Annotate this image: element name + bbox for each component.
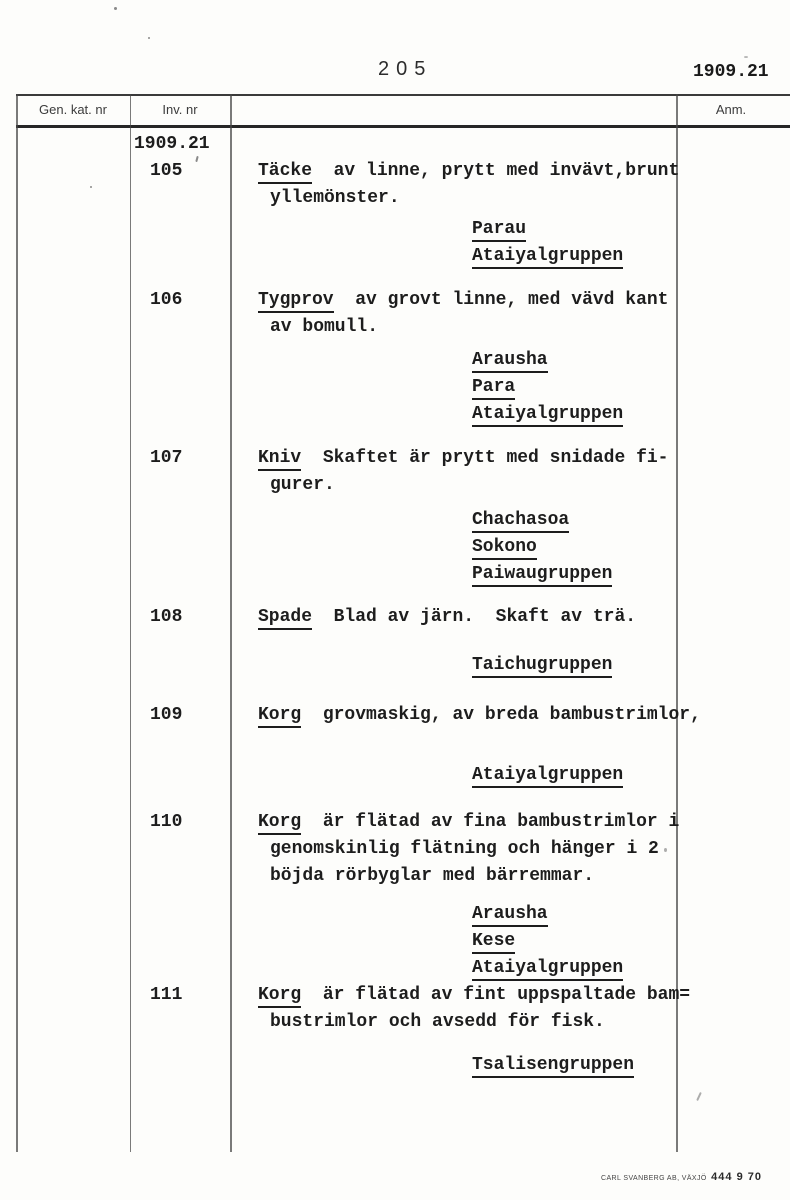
description-text: Blad av järn. Skaft av trä. bbox=[312, 607, 637, 627]
inventory-number: 106 bbox=[150, 290, 183, 310]
description-text: är flätad av fint uppspaltade bam= bbox=[301, 985, 691, 1005]
group-name: Arausha bbox=[472, 350, 548, 373]
catchword: Korg bbox=[258, 812, 301, 835]
group-attributions bbox=[258, 507, 718, 588]
scan-speck bbox=[744, 56, 748, 58]
group-name: Para bbox=[472, 377, 515, 400]
description-text: av bomull. bbox=[270, 317, 379, 337]
entry-description bbox=[258, 158, 718, 270]
catchword: Täcke bbox=[258, 161, 312, 184]
description-text: grovmaskig, av breda bambustrimlor, bbox=[301, 705, 701, 725]
printer-credit bbox=[601, 1167, 762, 1185]
catchword: Korg bbox=[258, 705, 301, 728]
group-name: Arausha bbox=[472, 904, 548, 927]
catchword: Kniv bbox=[258, 448, 301, 471]
entry-description bbox=[258, 445, 718, 588]
group-name: Paiwaugruppen bbox=[472, 564, 612, 587]
table-top-border bbox=[16, 94, 790, 96]
description-text: genomskinlig flätning och hänger i 2 bbox=[270, 839, 659, 859]
column-divider-inv-nr bbox=[230, 94, 232, 1152]
group-attributions bbox=[258, 652, 718, 679]
group-name: Kese bbox=[472, 931, 515, 954]
group-name: Ataiyalgruppen bbox=[472, 765, 623, 788]
scan-speck bbox=[664, 848, 667, 852]
description-text: yllemönster. bbox=[270, 188, 400, 208]
group-attributions bbox=[258, 216, 718, 270]
description-text: av linne, prytt med invävt,brunt bbox=[312, 161, 680, 181]
catchword: Tygprov bbox=[258, 290, 334, 313]
group-attributions bbox=[258, 901, 718, 982]
description-text: av grovt linne, med vävd kant bbox=[333, 290, 669, 310]
column-header-anm: Anm. bbox=[715, 102, 747, 117]
table-left-border bbox=[16, 94, 18, 1152]
column-header-gen-kat-nr: Gen. kat. nr bbox=[39, 102, 107, 117]
column-divider-gen-kat bbox=[130, 94, 131, 1152]
printer-code: 444 9 70 bbox=[711, 1171, 762, 1183]
description-text: gurer. bbox=[270, 475, 335, 495]
group-attributions bbox=[258, 762, 718, 789]
entry-description bbox=[258, 982, 718, 1079]
entry-description bbox=[258, 702, 718, 789]
group-attributions bbox=[258, 347, 718, 428]
inventory-number: 105 bbox=[150, 161, 183, 181]
printer-name: CARL SVANBERG AB, VÄXJÖ bbox=[601, 1175, 707, 1182]
entry-description bbox=[258, 287, 718, 428]
description-text: böjda rörbyglar med bärremmar. bbox=[270, 866, 595, 886]
scan-speck bbox=[696, 1092, 702, 1101]
inventory-number: 109 bbox=[150, 705, 183, 725]
page-number: 205 bbox=[378, 58, 433, 80]
scan-speck bbox=[195, 156, 198, 162]
inventory-number: 110 bbox=[150, 812, 183, 832]
group-name: Chachasoa bbox=[472, 510, 569, 533]
group-name: Ataiyalgruppen bbox=[472, 958, 623, 981]
description-text: är flätad av fina bambustrimlor i bbox=[301, 812, 680, 832]
group-name: Taichugruppen bbox=[472, 655, 612, 678]
group-name: Sokono bbox=[472, 537, 537, 560]
inventory-year-label: 1909.21 bbox=[134, 134, 210, 154]
group-attributions bbox=[258, 1052, 718, 1079]
group-name: Ataiyalgruppen bbox=[472, 404, 623, 427]
description-text: Skaftet är prytt med snidade fi- bbox=[301, 448, 669, 468]
scan-speck bbox=[114, 7, 117, 10]
catchword: Korg bbox=[258, 985, 301, 1008]
inventory-number: 107 bbox=[150, 448, 183, 468]
description-text: bustrimlor och avsedd för fisk. bbox=[270, 1012, 605, 1032]
scan-speck bbox=[90, 186, 92, 188]
catchword: Spade bbox=[258, 607, 312, 630]
group-name: Tsalisengruppen bbox=[472, 1055, 634, 1078]
entry-description bbox=[258, 809, 718, 982]
group-name: Parau bbox=[472, 219, 526, 242]
inventory-number: 111 bbox=[150, 985, 183, 1005]
year-reference: 1909.21 bbox=[693, 62, 769, 82]
entry-description bbox=[258, 604, 718, 679]
group-name: Ataiyalgruppen bbox=[472, 246, 623, 269]
table-header-separator bbox=[16, 125, 790, 128]
column-header-inv-nr: Inv. nr bbox=[162, 102, 198, 117]
scan-speck bbox=[148, 37, 150, 39]
inventory-number: 108 bbox=[150, 607, 183, 627]
